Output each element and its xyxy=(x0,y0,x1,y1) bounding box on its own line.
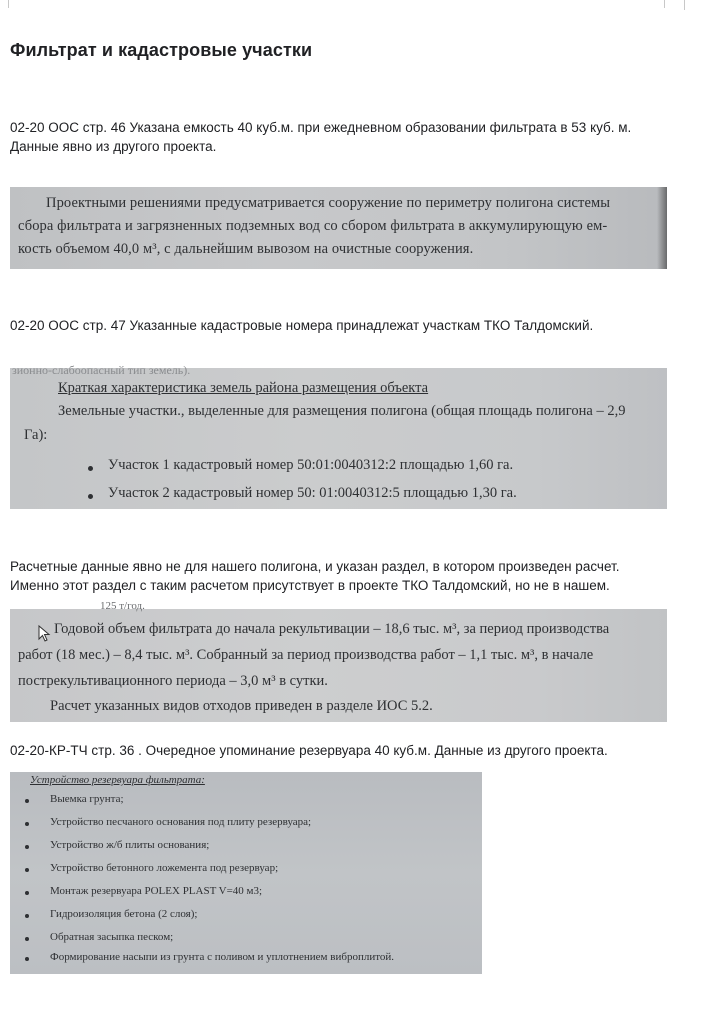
scan-list-item: Монтаж резервуара POLEX PLAST V=40 м3; xyxy=(50,885,263,897)
scan-list-item: Участок 2 кадастровый номер 50: 01:0040312:5 площадью 1,30 га. xyxy=(108,485,517,501)
bullet-dot-icon xyxy=(25,957,29,961)
scan-image-leachate-system xyxy=(10,187,667,269)
paragraph-line: Именно этот раздел с таким расчетом присутствует в проекте ТКО Талдомский, но не в нашем. xyxy=(10,578,610,593)
paragraph-line: 02-20-КР-ТЧ стр. 36 . Очередное упоминание резервуара 40 куб.м. Данные из другого проекта. xyxy=(10,743,608,758)
scan-line: сбора фильтрата и загрязненных подземных вод со сбором фильтрата в аккумулирующую ем- xyxy=(18,218,608,234)
paragraph-calculation-note xyxy=(10,557,700,595)
bullet-dot-icon xyxy=(88,494,93,499)
scan-list-item: Устройство ж/б плиты основания; xyxy=(50,839,210,851)
scan-line: кость объемом 40,0 м³, с дальнейшим вывозом на очистные сооружения. xyxy=(18,241,474,257)
paragraph-line: Данные явно из другого проекта. xyxy=(10,139,217,154)
scan-list-item: Участок 1 кадастровый номер 50:01:0040312:2 площадью 1,60 га. xyxy=(108,457,514,473)
scan-image-reservoir-steps xyxy=(10,772,482,974)
scan-edge-shadow xyxy=(657,187,667,269)
scan-list-item: Обратная засыпка песком; xyxy=(50,931,174,943)
paragraph-cadastral-note xyxy=(10,316,700,335)
scan-heading: Краткая характеристика земель района размещения объекта xyxy=(58,380,429,396)
bullet-dot-icon xyxy=(25,868,29,872)
paragraph-reservoir-note xyxy=(10,741,700,760)
scan-list-item: Формирование насыпи из грунта с поливом и уплотнением виброплитой. xyxy=(50,951,395,963)
scan-list-item: Устройство бетонного ложемента под резервуар; xyxy=(50,862,279,874)
scan-list-item: Гидроизоляция бетона (2 слоя); xyxy=(50,908,198,920)
page-corner-mark xyxy=(664,0,665,8)
scan-line: Расчет указанных видов отходов приведен в разделе ИОС 5.2. xyxy=(50,698,433,714)
paragraph-line: Расчетные данные явно не для нашего полигона, и указан раздел, в котором произведен расчет. xyxy=(10,559,620,574)
paragraph-line: 02-20 ООС стр. 46 Указана емкость 40 куб.м. при ежедневном образовании фильтрата в 53 куб. м. xyxy=(10,120,632,135)
scan-line: Земельные участки., выделенные для размещения полигона (общая площадь полигона – 2,9 xyxy=(58,403,626,419)
page-corner-mark xyxy=(684,0,685,10)
scan-line: Проектными решениями предусматривается сооружение по периметру полигона системы xyxy=(46,195,611,211)
page-corner-mark xyxy=(8,0,9,8)
scan-line: пострекультивационного периода – 3,0 м³ в сутки. xyxy=(18,673,328,689)
bullet-dot-icon xyxy=(88,466,93,471)
scan-line: Га): xyxy=(24,427,48,443)
scan-list-item: Выемка грунта; xyxy=(50,793,124,805)
bullet-dot-icon xyxy=(25,845,29,849)
page-title: Фильтрат и кадастровые участки xyxy=(10,40,313,60)
mouse-pointer-icon xyxy=(38,625,52,643)
bullet-dot-icon xyxy=(25,799,29,803)
bullet-dot-icon xyxy=(25,937,29,941)
scan-heading: Устройство резервуара фильтрата: xyxy=(30,774,205,786)
paragraph-line: 02-20 ООС стр. 47 Указанные кадастровые номера принадлежат участкам ТКО Талдомский. xyxy=(10,318,594,333)
scan-fragment: зионно-слабоопасный тип земель). xyxy=(12,363,191,377)
bullet-dot-icon xyxy=(25,822,29,826)
paragraph-capacity-note xyxy=(10,118,700,156)
scan-image-land-plots xyxy=(10,363,667,509)
scan-line: Годовой объем фильтрата до начала рекультивации – 18,6 тыс. м³, за период производства xyxy=(54,621,610,637)
bullet-dot-icon xyxy=(25,914,29,918)
scan-image-leachate-volume xyxy=(10,600,667,722)
scan-list-item: Устройство песчаного основания под плиту резервуара; xyxy=(50,816,312,828)
scan-line: работ (18 мес.) – 8,4 тыс. м³. Собранный за период производства работ – 1,1 тыс. м³, в начале xyxy=(18,647,594,663)
bullet-dot-icon xyxy=(25,891,29,895)
page-edge xyxy=(0,0,720,4)
scan-fragment: 125 т/год. xyxy=(100,600,145,612)
